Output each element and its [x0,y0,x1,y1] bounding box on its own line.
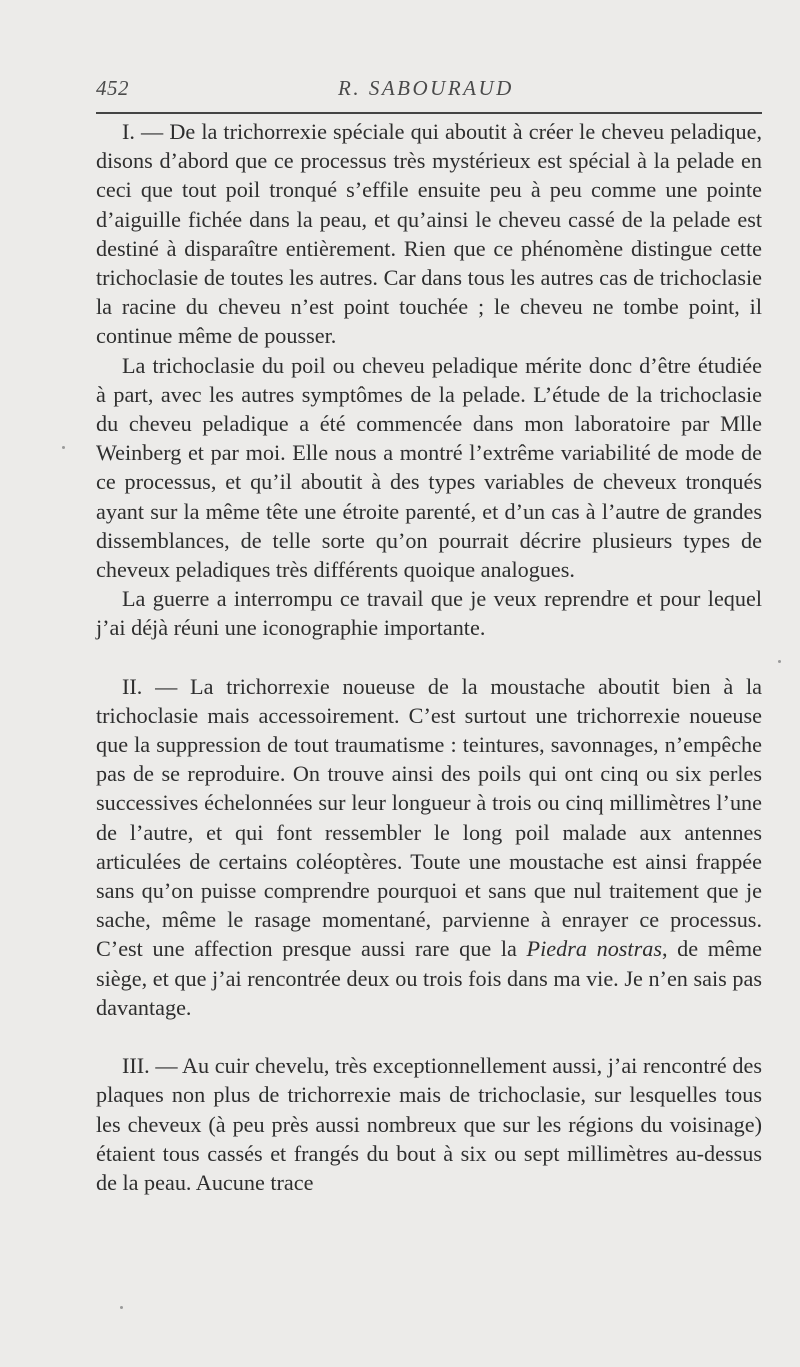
paragraph-guerre: La guerre a interrompu ce travail que je veux reprendre et pour lequel j’ai déjà réuni une iconographie importante. [96,586,762,641]
running-head: R. SABOURAUD [338,76,514,100]
header-rule [96,112,762,114]
paragraph-section-1: I. — De la trichorrexie spéciale qui aboutit à créer le cheveu peladique, disons d’abord que ce processus très mystérieux est spécial à la pelade en ceci que tout poil tronqué s’effile ensuite peu à peu comme une pointe d’aiguille fichée dans la peau, et qu’ainsi le cheveu cassé de la pelade est destiné à disparaître entièrement. Rien que ce phénomène distingue cette trichoclasie de toutes les autres. Car dans tous les autres cas de trichoclasie la racine du cheveu n’est point touchée ; le cheveu ne tombe point, il continue même de pousser. [96,119,762,349]
section-2-text-end: , de même siège, et que j’ai rencontrée deux ou trois fois dans ma vie. Je n’en sais pas davantage. [96,936,762,1020]
body-text [96,117,762,1197]
italic-term-piedra-nostras: Piedra nostras [526,936,662,962]
paper-speck [62,446,65,449]
page-header [96,76,762,106]
paragraph-section-2 [96,672,762,1022]
section-2-text: II. — La trichorrexie noueuse de la moustache aboutit bien à la trichoclasie mais accessoirement. C’est surtout une trichorrexie noueuse que la suppression de tout traumatisme : teintures, savonnages, n’empêche pas de se reproduire. On trouve ainsi des poils qui ont cinq ou six perles successives échelonnées sur leur longueur à trois ou cinq millimètres l’une de l’autre, et qui font ressembler le long poil malade aux antennes articulées de certains coléoptères. Toute une moustache est ainsi frappée sans qu’on puisse comprendre pourquoi et sans que nul traitement que je sache, même le rasage momentané, parvienne à enrayer ce processus. C’est une affection presque aussi rare que la [96,673,762,962]
paragraph-section-3: III. — Au cuir chevelu, très exceptionnellement aussi, j’ai rencontré des plaques non plus de trichorrexie mais de trichoclasie, sur lesquelles tous les cheveux (à peu près aussi nombreux que sur les régions du voisinage) étaient tous cassés et frangés du bout à six ou sept millimètres au-dessus de la peau. Aucune trace [96,1053,762,1195]
page-number: 452 [96,76,129,100]
paper-speck [778,660,781,663]
paper-speck [120,1306,123,1309]
paragraph-peladique: La trichoclasie du poil ou cheveu peladique mérite donc d’être étudiée à part, avec les autres symptômes de la pelade. L’étude de la trichoclasie du cheveu peladique a été commencée dans mon laboratoire par Mlle Weinberg et par moi. Elle nous a montré l’extrême variabilité de mode de ce processus, et qu’il aboutit à des types variables de cheveux tronqués ayant sur la même tête une étroite parenté, et d’un cas à l’autre de grandes dissemblances, de telle sorte qu’on pourrait décrire plusieurs types de cheveux peladiques très différents quoique analogues. [96,352,762,583]
